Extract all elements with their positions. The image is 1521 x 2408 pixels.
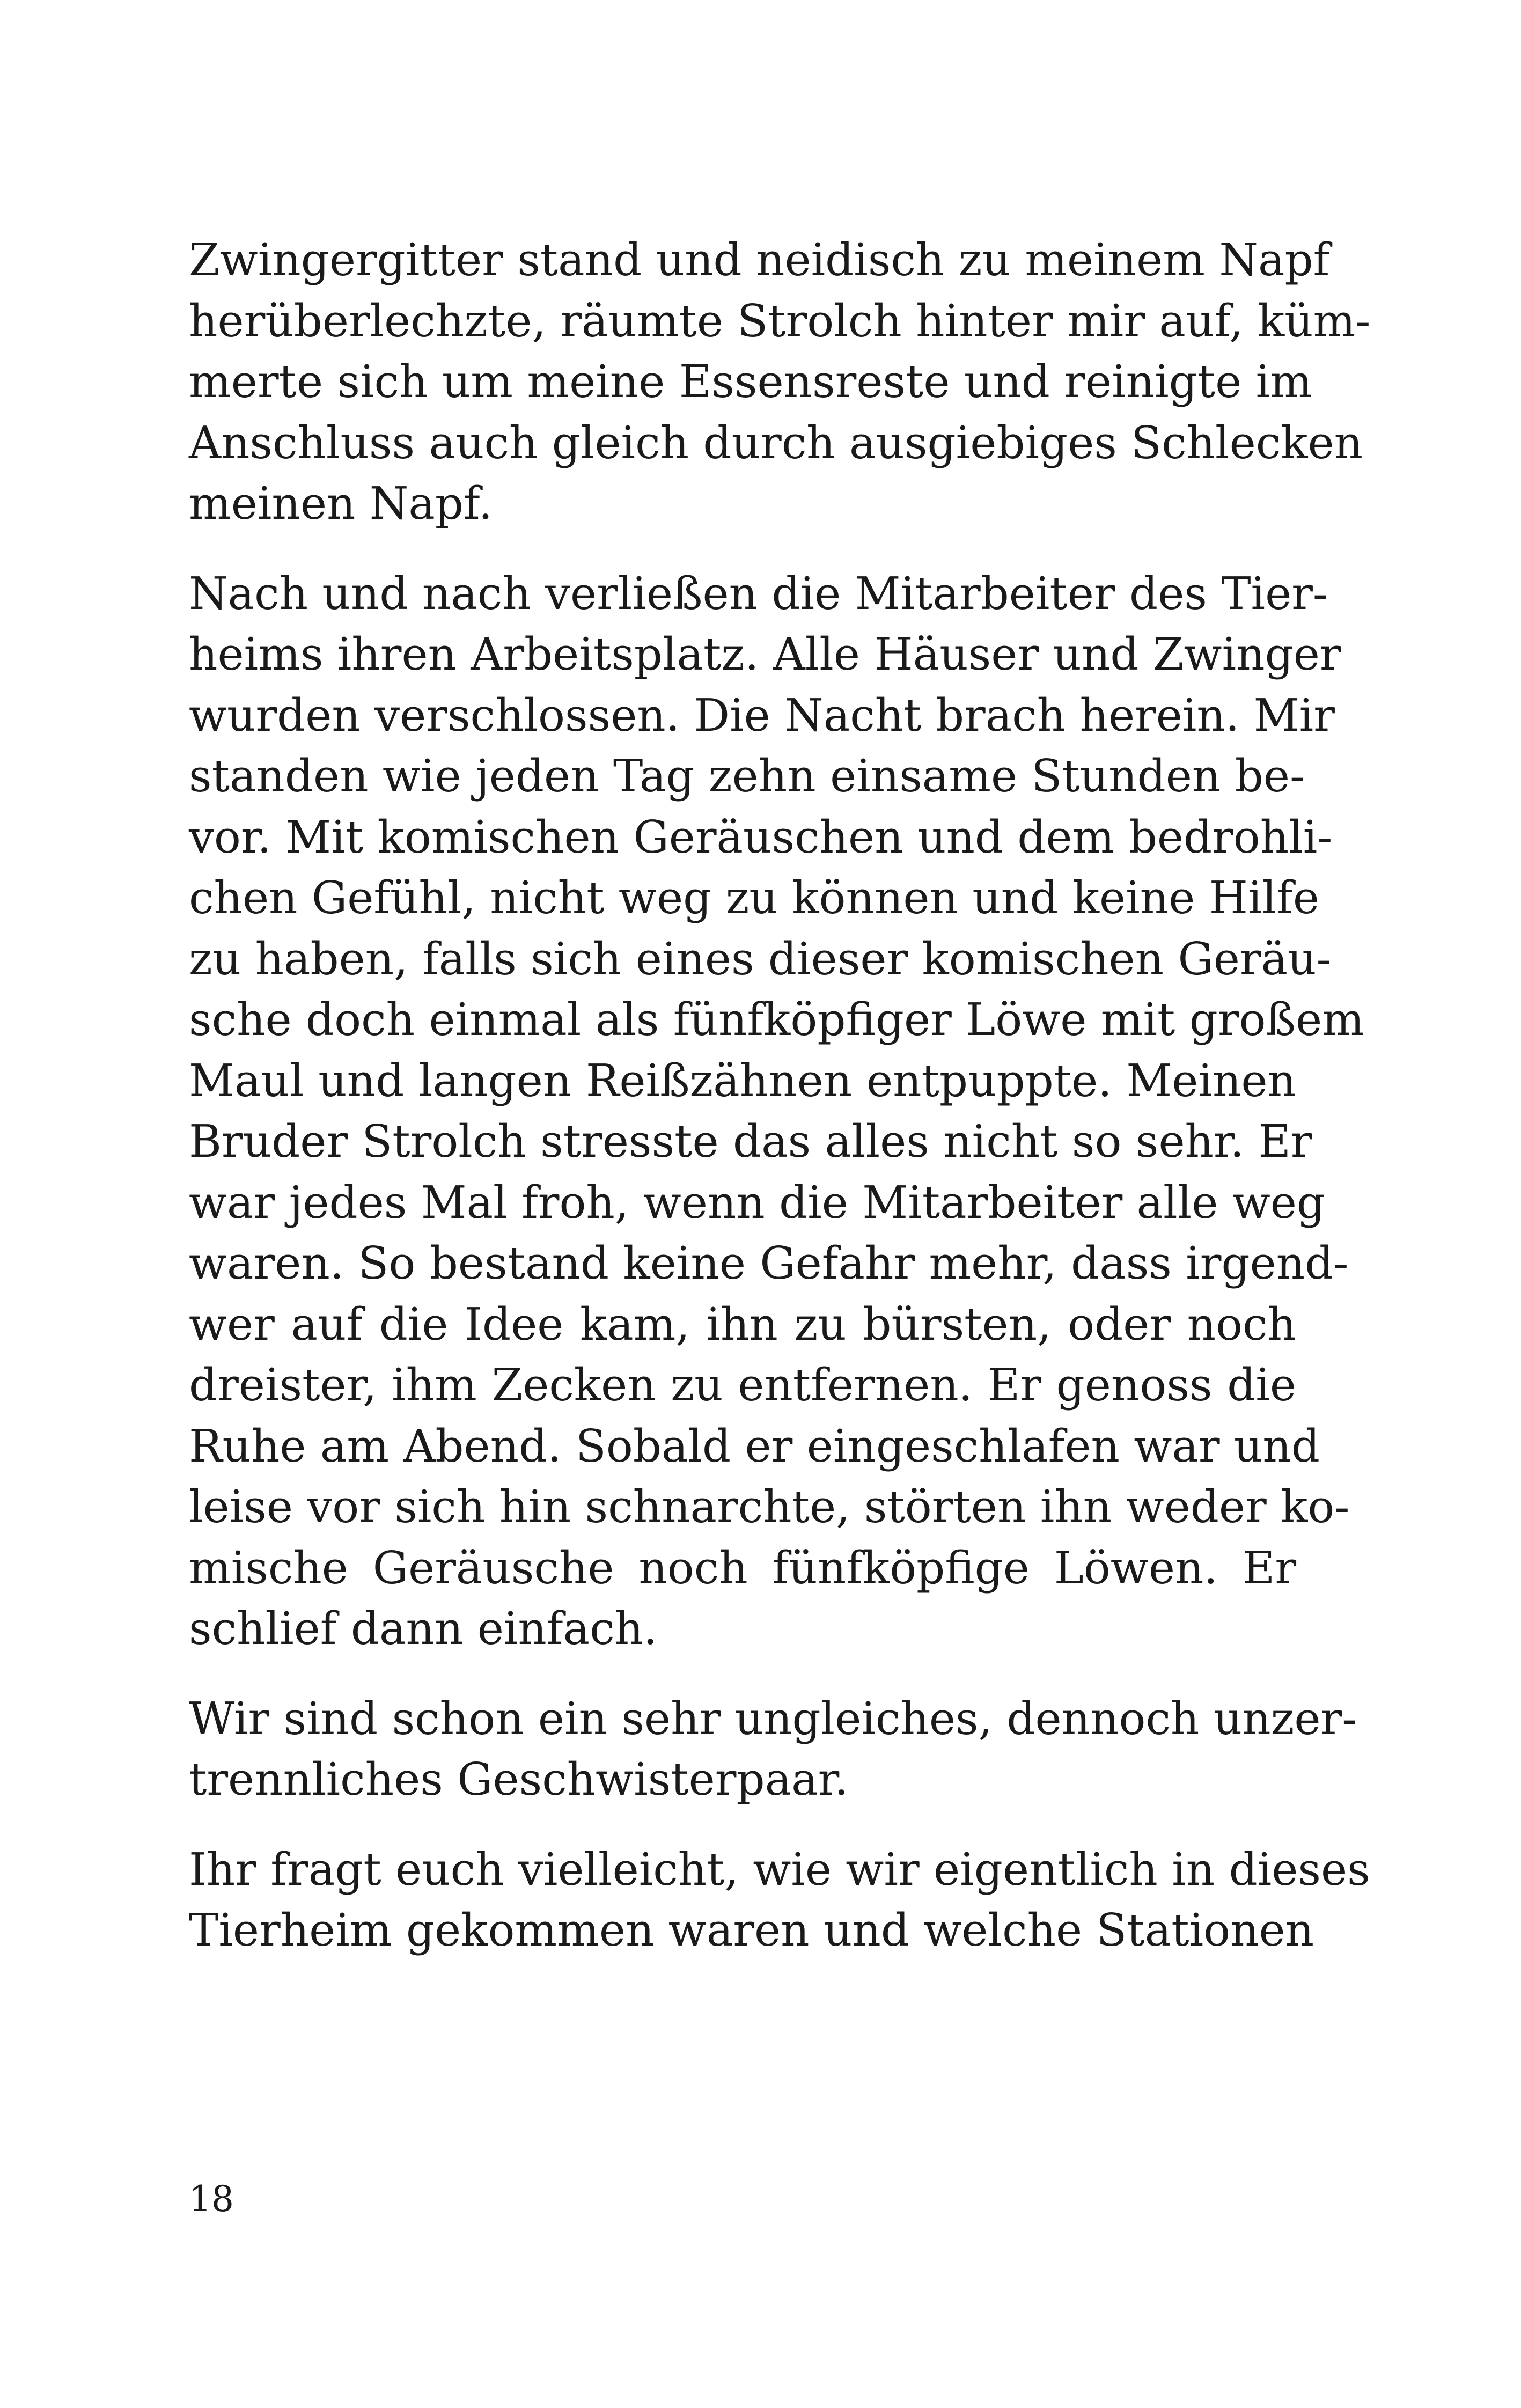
text-line: trennliches Geschwisterpaar.	[189, 1753, 849, 1805]
text-line: schlief dann einfach.	[189, 1603, 658, 1655]
text-line: Ihr fragt euch vielleicht, wie wir eigentlich in dieses	[189, 1843, 1370, 1896]
paragraph-2	[189, 563, 1364, 1660]
text-line: Wir sind schon ein sehr ungleiches, dennoch unzer-	[189, 1692, 1357, 1745]
text-line: chen Gefühl, nicht weg zu können und keine Hilfe	[189, 872, 1319, 924]
text-line: Zwingergitter stand und neidisch zu meinem Napf	[189, 234, 1330, 286]
text-line: mische Geräusche noch fünfköpfige Löwen. Er	[189, 1541, 1296, 1594]
text-line: zu haben, falls sich eines dieser komischen Geräu-	[189, 933, 1332, 985]
text-line: Maul und langen Reißzähnen entpuppte. Meinen	[189, 1054, 1296, 1107]
text-line: leise vor sich hin schnarchte, störten ihn weder ko-	[189, 1481, 1350, 1533]
text-line: merte sich um meine Essensreste und reinigte im	[189, 356, 1312, 408]
text-line: war jedes Mal froh, wenn die Mitarbeiter alle weg	[189, 1176, 1326, 1229]
text-line: sche doch einmal als fünfköpfiger Löwe mit großem	[189, 994, 1364, 1046]
body-text	[189, 230, 1371, 1990]
paragraph-4	[189, 1839, 1370, 1961]
text-line: meinen Napf.	[189, 478, 493, 530]
text-line: wurden verschlossen. Die Nacht brach herein. Mir	[189, 689, 1335, 742]
text-line: Tierheim gekommen waren und welche Stationen	[189, 1904, 1314, 1956]
text-line: Bruder Strolch stresste das alles nicht so sehr. Er	[189, 1115, 1312, 1168]
page-number: 18	[189, 2178, 234, 2220]
text-line: Anschluss auch gleich durch ausgiebiges Schlecken	[189, 416, 1363, 469]
text-line: Nach und nach verließen die Mitarbeiter des Tier-	[189, 567, 1328, 620]
paragraph-1	[189, 230, 1371, 534]
text-line: dreister, ihm Zecken zu entfernen. Er genoss die	[189, 1359, 1296, 1411]
text-line: waren. So bestand keine Gefahr mehr, dass irgend-	[189, 1237, 1349, 1289]
text-line: wer auf die Idee kam, ihn zu bürsten, oder noch	[189, 1298, 1296, 1350]
text-line: standen wie jeden Tag zehn einsame Stunden be-	[189, 750, 1305, 802]
text-line: herüberlechzte, räumte Strolch hinter mir auf, küm-	[189, 295, 1371, 347]
text-line: heims ihren Arbeitsplatz. Alle Häuser und Zwinger	[189, 628, 1341, 680]
text-line: Ruhe am Abend. Sobald er eingeschlafen war und	[189, 1420, 1320, 1472]
paragraph-3	[189, 1688, 1357, 1810]
text-line: vor. Mit komischen Geräuschen und dem bedrohli-	[189, 811, 1333, 863]
